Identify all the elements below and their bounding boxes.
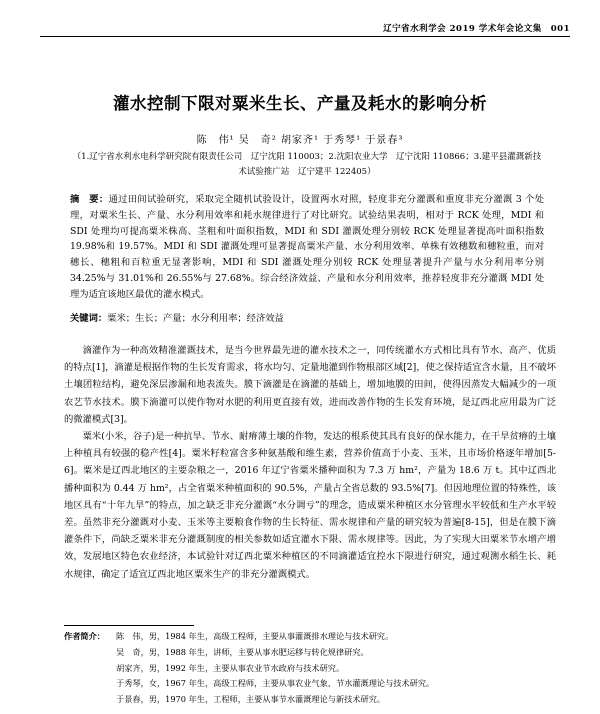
running-header: [40, 22, 570, 37]
footnote-text: 于景春，男，1970 年生，工程师，主要从事节水灌溉理论与新技术研究。: [116, 694, 386, 705]
author-list: 陈 伟¹ 吴 奇² 胡家齐¹ 于秀琴¹ 于景春³: [196, 135, 404, 146]
abstract-text: 通过田间试验研究，采取完全随机试验设计，设置两水对照，轻度非充分灌溉和重度非充分灌溉 3 个处理，对粟米生长、产量、水分利用效率和耗水规律进行了对比研究。试验结果表明，相对于 RCK 处理，MDI 和 SDI 处理均可提高粟米株高、茎粗和叶面积指数，MDI 和 SDI 灌溉处理分别较 RCK 处理显著提高叶面积指数 19.98%和 19.57%。MDI 和 SDI 灌溉处理可显著提高粟米产量、水分利用效率、单株有效穗数和穗粒重，而对穗长、穗粗和百粒重无显著影响，MDI 和 SDI 灌溉处理分别较 RCK 处理显著提升产量与水分利用率分别 34.25%与 31.01%和 26.55%与 27.68%。综合经济效益、产量和水分利用效率，推荐轻度非充分灌溉 MDI 处理为适宜该地区最优的灌水模式。: [70, 194, 544, 300]
footnote-text: 吴 奇，男，1988 年生，讲师，主要从事水肥运移与转化规律研究。: [116, 646, 369, 657]
abstract-label: 摘 要：: [70, 194, 109, 205]
footnote-line: [64, 692, 560, 708]
footnote-line: [64, 661, 560, 677]
keywords-label: 关键词：: [70, 313, 108, 324]
footnote-text: 胡家齐，男，1992 年生，主要从事农业节水政府与技术研究。: [116, 662, 345, 673]
body-paragraph: 滴灌作为一种高效精准灌溉技术，是当今世界最先进的灌水技术之一，同传统灌水方式相比具有节水、高产、优质的特点[1]，滴灌是根据作物的生长发育需求，将水均匀、定量地灌到作物根部区域[2]，使之保持适宜含水量，且不破坏土壤团粒结构，避免深层渗漏和地表流失。膜下滴灌是在滴灌的基础上，增加地膜的田间，使得因蒸发大幅减少的一项农艺节水技术。膜下滴灌可以使作物对水肥的利用更直接有效，进而改善作物的生长发育环境，是辽西北应用最为广泛的微灌模式[3]。: [64, 345, 556, 425]
footnote-line: [64, 629, 560, 645]
abstract: [70, 192, 544, 303]
footnote-line: [64, 645, 560, 661]
footnote-text: 于秀琴，女，1967 年生，高级工程师，主要从事农业气象、节水灌溉理论与技术研究。: [116, 678, 435, 689]
author-footnote: [64, 629, 560, 708]
keywords-text: 粟米；生长；产量；水分利用率；经济效益: [107, 313, 284, 324]
body-paragraph: 粟米(小米，谷子)是一种抗旱、节水、耐瘠薄土壤的作物，发达的根系使其具有良好的保水能力，在干旱贫瘠的土壤上种植具有较强的稳产性[4]。粟米籽粒富含多种氨基酸和维生素，营养价值高于小麦、玉米，且市场价格逐年增加[5-6]。粟米是辽西北地区的主要杂粮之一，2016 年辽宁省粟米播种面积为 7.3 万 hm²，产量为 18.6 万 t。其中辽西北播种面积为 0.44 万 hm²，占全省粟米种植面积的 90.5%，产量占全省总数的 93.5%[7]。但因地理位置的特殊性，该地区具有“十年九旱”的特点，加之缺乏非充分灌溉“水分调亏”的理念，造成粟米种植区水分管理水平较低和生产水平较差。虽然非充分灌溉对小麦、玉米等主要粮食作物的生长特征、需水规律和产量的研究较为普遍[8-15]，但是在膜下滴灌条件下，尚缺乏粟米非充分灌溉制度的相关参数如适宜灌水下限、需水规律等。因此，为了实现大田粟米节水增产增效，发展地区特色农业经济，本试验针对辽西北粟米种植区的不同滴灌适宜控水下限进行研究，通过观测水稻生长、耗水规律，确定了适宜辽西北地区粟米生产的非充分灌溉模式。: [64, 431, 556, 580]
footnote-divider: [64, 625, 194, 626]
keywords: [70, 311, 544, 326]
footnote-text: 陈 伟，男，1984 年生，高级工程师，主要从事灌溉排水理论与技术研究。: [116, 631, 394, 641]
body-text: [64, 342, 556, 583]
footnote-line: [64, 676, 560, 692]
paper-title: 灌水控制下限对粟米生长、产量及耗水的影响分析: [113, 94, 487, 113]
running-head-text: 辽宁省水利学会 2019 学术年会论文集 001: [383, 24, 570, 34]
affiliation: （1.辽宁省水利水电科学研究院有限责任公司 辽宁沈阳 110003；2.沈阳农业大学 辽宁沈阳 110866；3.建平县灌溉新技术试验推广站 辽宁建平 122405）: [72, 152, 542, 177]
footnote-label: 作者简介：: [64, 631, 105, 641]
